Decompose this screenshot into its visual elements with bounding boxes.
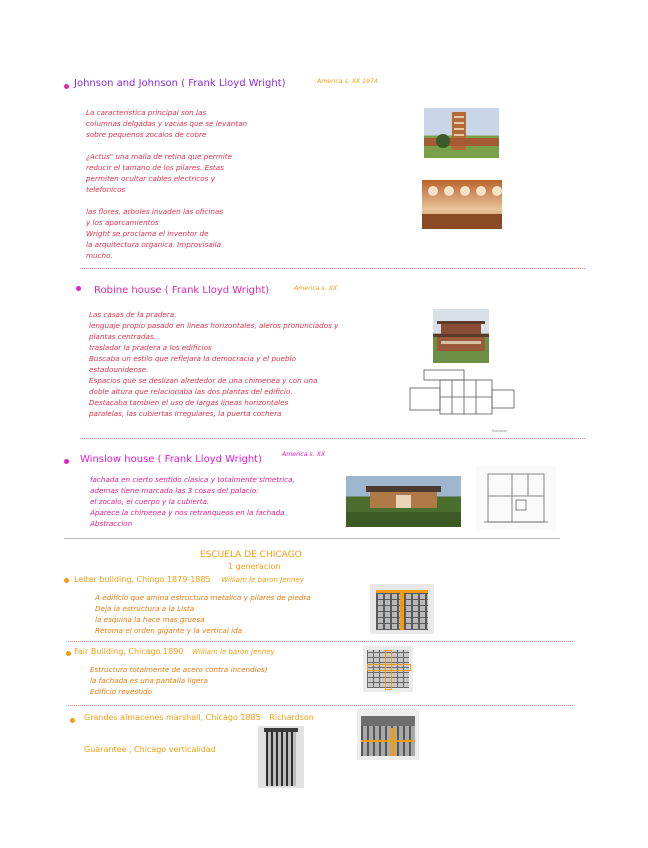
winslow-note: America s. XX [282,451,326,458]
winslow-paragraph: fachada en cierto sentido clasica y totalmente simetrica, ademas tiene marcada las 3 cosas del palacio: el zocalo, el cuerpo y la cubierta. Aparece la chimenea y nos retranqueos en la fachada Abstraccion [90,475,295,528]
chicago-subheading: 1 generacion [228,562,281,571]
johnson-paragraph-3: las flores, arboles invaden las oficinas y los aparcamientos Wright se proclama el inventor de la arquitectura organica. Improvisaila mucho. [86,207,224,260]
bullet-johnson [64,84,69,89]
guarantee-label: Guarantee , Chicago verticalidad [84,745,216,754]
fair-title-text: Fair Building, Chicago 1890 [74,647,184,656]
bullet-fair [66,651,71,656]
johnson-exterior-photo [424,108,499,158]
robine-note: America s. XX [294,285,338,292]
marshall-author: Richardson [269,713,314,722]
bullet-winslow [64,459,69,464]
bullet-robine [76,286,81,291]
robine-title: Robine house ( Frank Lloyd Wright) [94,285,270,296]
bullet-marshall [70,718,75,723]
fair-building-photo [363,646,413,692]
winslow-floor-plan [476,466,556,530]
johnson-title: Johnson and Johnson ( Frank Lloyd Wright) [74,78,286,89]
bullet-leiter [64,578,69,583]
leiter-building-photo [370,584,434,634]
divider-1 [80,268,585,269]
fair-paragraph: Estructura totalmente de acero contra incendios) la fachada es una pantalla ligera Edificio revestido [90,665,268,696]
divider-2 [80,438,585,439]
johnson-paragraph-2: ¿Actus" una malla de retina que permite reducir el tamano de los pilares. Estas permiten ocultar cables electricos y telefonicos [86,152,232,194]
robine-floor-plan [404,366,520,436]
robine-house-photo [433,309,489,363]
leiter-title [74,575,304,584]
plan-caption: floorplan [492,429,508,433]
fair-author: William le baron Jenney [191,648,275,656]
chicago-heading: ESCUELA DE CHICAGO [200,550,302,560]
leiter-author: William le baron Jenney [221,576,304,584]
winslow-title: Winslow house ( Frank Lloyd Wright) [80,454,262,465]
marshall-title-text: Grandes almacenes marshall, Chicago 1885 [84,713,261,722]
fair-title [74,647,275,656]
marshall-title [84,713,314,722]
divider-3 [64,538,560,539]
guarantee-building-photo [258,726,304,788]
johnson-interior-photo [422,180,502,229]
winslow-house-photo [346,476,461,527]
divider-5 [68,705,573,706]
robine-paragraph: Las casas de la pradera. lenguaje propio pasado en lineas horizontales, aleros pronunciados y plantas centradas. trasladar la pradera a los edificios Buscaba un estilo que reflejara la democracia y el pueblo estadounidense. Espacios que se deslizan alrededor de una chimenea y con una doble altura que relacionaba las dos plantas del edificio. Destacaba tambien el uso de largas lineas horizontales paralelas, las cubiertas irregulares, la puerta cochera [89,310,339,418]
marshall-building-photo [357,708,419,760]
leiter-paragraph: A edificio que amina estructura metalica y pilares de piedra Deja la estructura a la Lista la esquina la hace mas gruesa Retoma el orden gigante y la vertical ida [95,593,311,635]
johnson-note: America s. XX 1974 [317,78,378,85]
divider-4 [68,641,573,642]
leiter-title-text: Leiter building, Chingo 1879-1885 [74,575,211,584]
johnson-paragraph-1: La caracteristica principal son las columnas delgadas y vacias que se levantan sobre pequenos zocalos de cobre [86,108,248,139]
